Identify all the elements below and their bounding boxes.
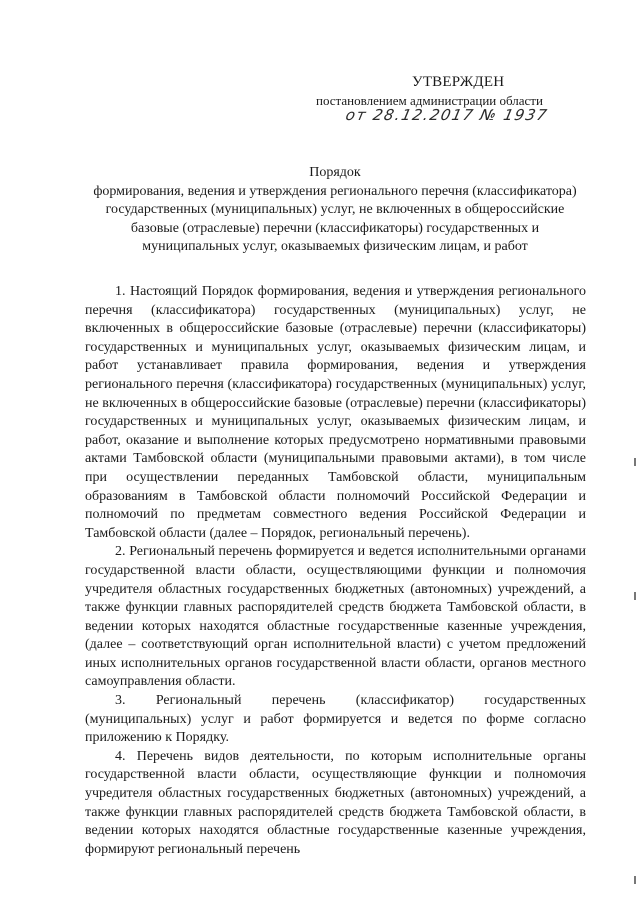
- document-body: [85, 283, 586, 859]
- title-heading: Порядок: [309, 165, 361, 180]
- paragraph-4: 4. Перечень видов деятельности, по которым исполнительные органы государственной власти области, осуществляющие функции и полномочия учредителя областных государственных бюджетных (автономных) учреждений, а также функции главных распорядителей средств бюджета Тамбовской области, в ведении которых находятся областные государственные казенные учреждения, формируют региональный перечень: [85, 748, 586, 857]
- scan-edge-mark: [634, 458, 636, 466]
- title-subject: формирования, ведения и утверждения регионального перечня (классификатора) государственных (муниципальных) услуг, не включенных в общероссийские базовые (отраслевые) перечни (классификаторы) государственных и муниципальных услуг, оказываемых физическим лицам, и работ: [93, 183, 577, 255]
- approved-stamp-text: УТВЕРЖДЕН: [412, 74, 505, 90]
- paragraph-1: 1. Настоящий Порядок формирования, ведения и утверждения регионального перечня (классификатора) государственных (муниципальных) услуг, не включенных в общероссийские базовые (отраслевые) перечни (классификаторы) государственных и муниципальных услуг, оказываемых физическим лицам, и работ устанавливает правила формирования, ведения и утверждения регионального перечня (классификатора) государственных (муниципальных) услуг, не включенных в общероссийские базовые (отраслевые) перечни (классификаторы) государственных и муниципальных услуг, оказываемых физическим лицам, и работ, оказание и выполнение которых предусмотрено нормативными правовыми актами Тамбовской области (муниципальными правовыми актами), в том числе при осуществлении переданных Тамбовской области, муниципальным образованиям в Тамбовской области полномочий Российской Федерации и полномочий по предметам совместного ведения Российской Федерации и Тамбовской области (далее – Порядок, региональный перечень).: [85, 284, 586, 541]
- paragraph-3: 3. Региональный перечень (классификатор) государственных (муниципальных) услуг и работ формируется и ведется по форме согласно приложению к Порядку.: [85, 693, 586, 746]
- paragraph-2: 2. Региональный перечень формируется и ведется исполнительными органами государственной власти области, осуществляющими функции и полномочия учредителя областных государственных бюджетных (автономных) учреждений, а также функции главных распорядителей средств бюджета Тамбовской области, в ведении которых находятся областные государственные казенные учреждения, (далее – соответствующий орган исполнительной власти) с учетом предложений иных исполнительных органов государственной власти области, органов местного самоуправления области.: [85, 544, 586, 690]
- scan-edge-mark: [634, 592, 636, 600]
- handwritten-date-number: от 28.12.2017 № 1937: [344, 106, 550, 124]
- document-title: [85, 164, 585, 257]
- scan-edge-mark: [634, 876, 636, 884]
- decree-reference: постановлением администрации области: [316, 93, 543, 108]
